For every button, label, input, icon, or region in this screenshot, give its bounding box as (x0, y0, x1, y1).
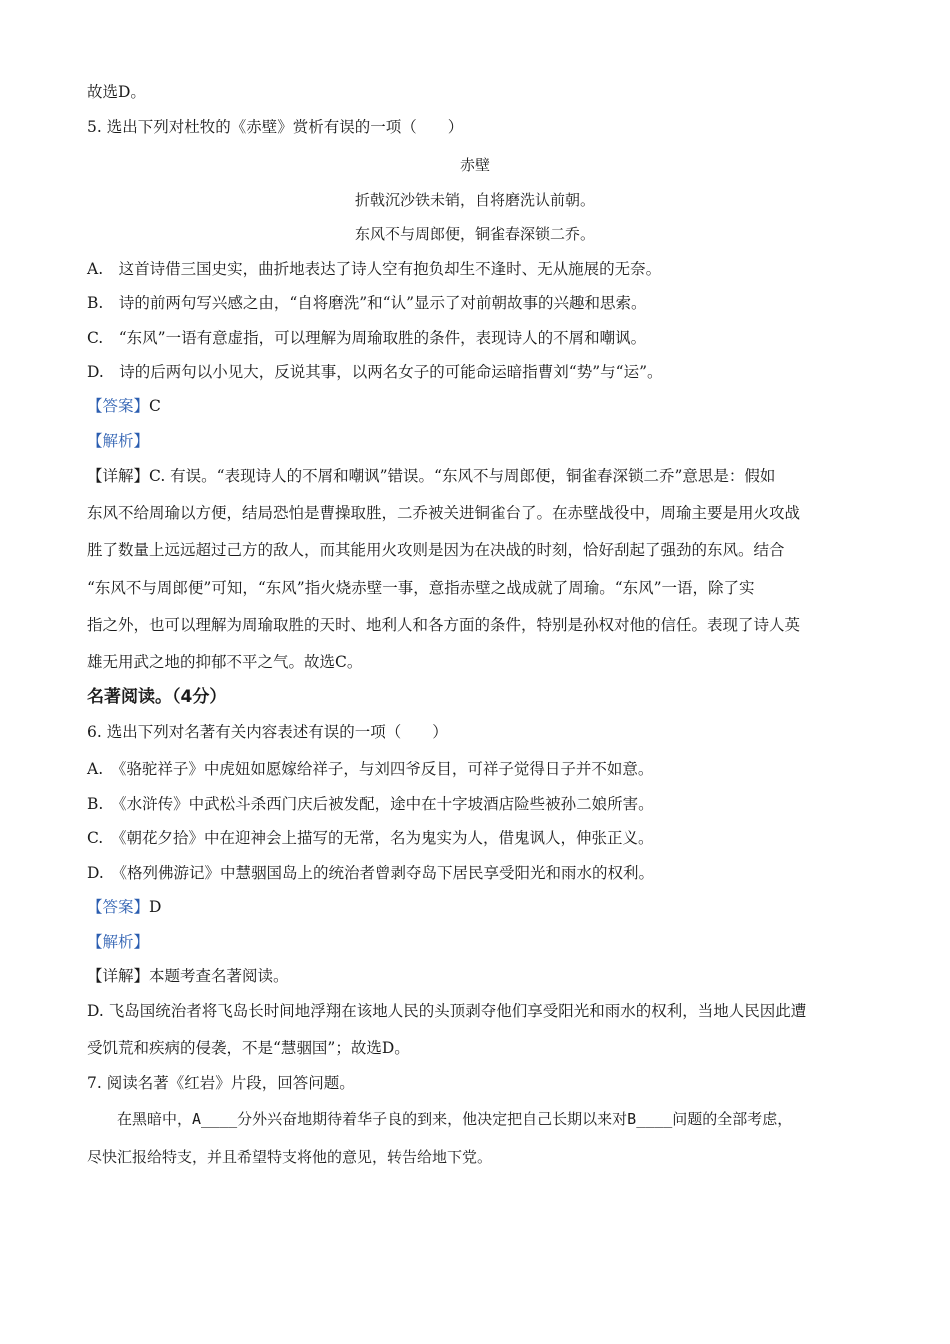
detail-text: C. 有误。“表现诗人的不屑和嘲讽”错误。“东风不与周郎便，铜雀春深锁二乔”意思是：假如 (149, 467, 776, 485)
text-line: 故选D。 (87, 83, 146, 101)
detail-text: D. 飞岛国统治者将飞岛长时间地浮翔在该地人民的头顶剥夺他们享受阳光和雨水的权利，当地人民因此遭 (87, 1002, 807, 1020)
detail-text: “东风不与周郎便”可知，“东风”指火烧赤壁一事，意指赤壁之战成就了周瑜。“东风”一语，除了实 (87, 579, 755, 597)
analysis-line (87, 930, 149, 954)
detail-text: 指之外，也可以理解为周瑜取胜的天时、地利人和各方面的条件，特别是孙权对他的信任。表现了诗人英 (87, 616, 801, 634)
answer-tag: 【答案】 (87, 898, 150, 916)
detail-text: 胜了数量上远远超过己方的敌人，而其能用火攻则是因为在决战的时刻，恰好刮起了强劲的东风。结合 (87, 541, 785, 559)
detail-text: 受饥荒和疾病的侵袭，不是“慧骃国”；故选D。 (87, 1039, 410, 1057)
option-c: C. “东风”一语有意虚指，可以理解为周瑜取胜的条件，表现诗人的不屑和嘲讽。 (87, 329, 647, 347)
answer-tag: 【答案】 (87, 397, 150, 415)
option-b: B. 诗的前两句写兴感之由，“自将磨洗”和“认”显示了对前朝故事的兴趣和思索。 (87, 294, 647, 312)
analysis-line (87, 429, 149, 453)
question-6: 6. 选出下列对名著有关内容表述有误的一项（ ） (87, 723, 448, 741)
answer-line (87, 394, 161, 418)
option-d: D. 《格列佛游记》中慧骃国岛上的统治者曾剥夺岛下居民享受阳光和雨水的权利。 (87, 864, 655, 882)
analysis-tag: 【解析】 (87, 933, 150, 951)
poem-line-1: 折戟沉沙铁未销，自将磨洗认前朝。 (354, 191, 595, 209)
poem-line-2: 东风不与周郎便，铜雀春深锁二乔。 (354, 225, 595, 243)
option-a: A. 这首诗借三国史实，曲折地表达了诗人空有抱负却生不逢时、无从施展的无奈。 (87, 260, 662, 278)
detail-text: 东风不给周瑜以方便，结局恐怕是曹操取胜，二乔被关进铜雀台了。在赤壁战役中，周瑜主要是用火攻战 (87, 504, 801, 522)
detail-tag: 【详解】 (87, 467, 150, 485)
passage-line: 尽快汇报给特支，并且希望特支将他的意见，转告给地下党。 (87, 1148, 493, 1166)
analysis-tag: 【解析】 (87, 432, 150, 450)
detail-text: 本题考查名著阅读。 (149, 967, 289, 985)
answer-value: D (149, 898, 162, 916)
detail-line (87, 964, 289, 988)
passage-line: 在黑暗中，A____分外兴奋地期待着华子良的到来，他决定把自己长期以来对B____问题的全部考虑， (87, 1110, 793, 1128)
detail-line (87, 464, 775, 488)
answer-value: C (149, 397, 161, 415)
detail-tag: 【详解】 (87, 967, 150, 985)
answer-line (87, 895, 161, 919)
option-c: C. 《朝花夕拾》中在迎神会上描写的无常，名为鬼实为人，借鬼讽人，伸张正义。 (87, 829, 654, 847)
option-d: D. 诗的后两句以小见大，反说其事，以两名女子的可能命运暗指曹刘“势”与“运”。 (87, 363, 663, 381)
detail-text: 雄无用武之地的抑郁不平之气。故选C。 (87, 653, 363, 671)
question-5: 5. 选出下列对杜牧的《赤壁》赏析有误的一项（ ） (87, 118, 464, 136)
option-a: A. 《骆驼祥子》中虎妞如愿嫁给祥子，与刘四爷反目，可祥子觉得日子并不如意。 (87, 760, 654, 778)
poem-title: 赤壁 (459, 156, 490, 174)
question-7: 7. 阅读名著《红岩》片段，回答问题。 (87, 1074, 355, 1092)
section-heading: 名著阅读。（4分） (87, 687, 227, 707)
option-b: B. 《水浒传》中武松斗杀西门庆后被发配，途中在十字坡酒店险些被孙二娘所害。 (87, 795, 654, 813)
